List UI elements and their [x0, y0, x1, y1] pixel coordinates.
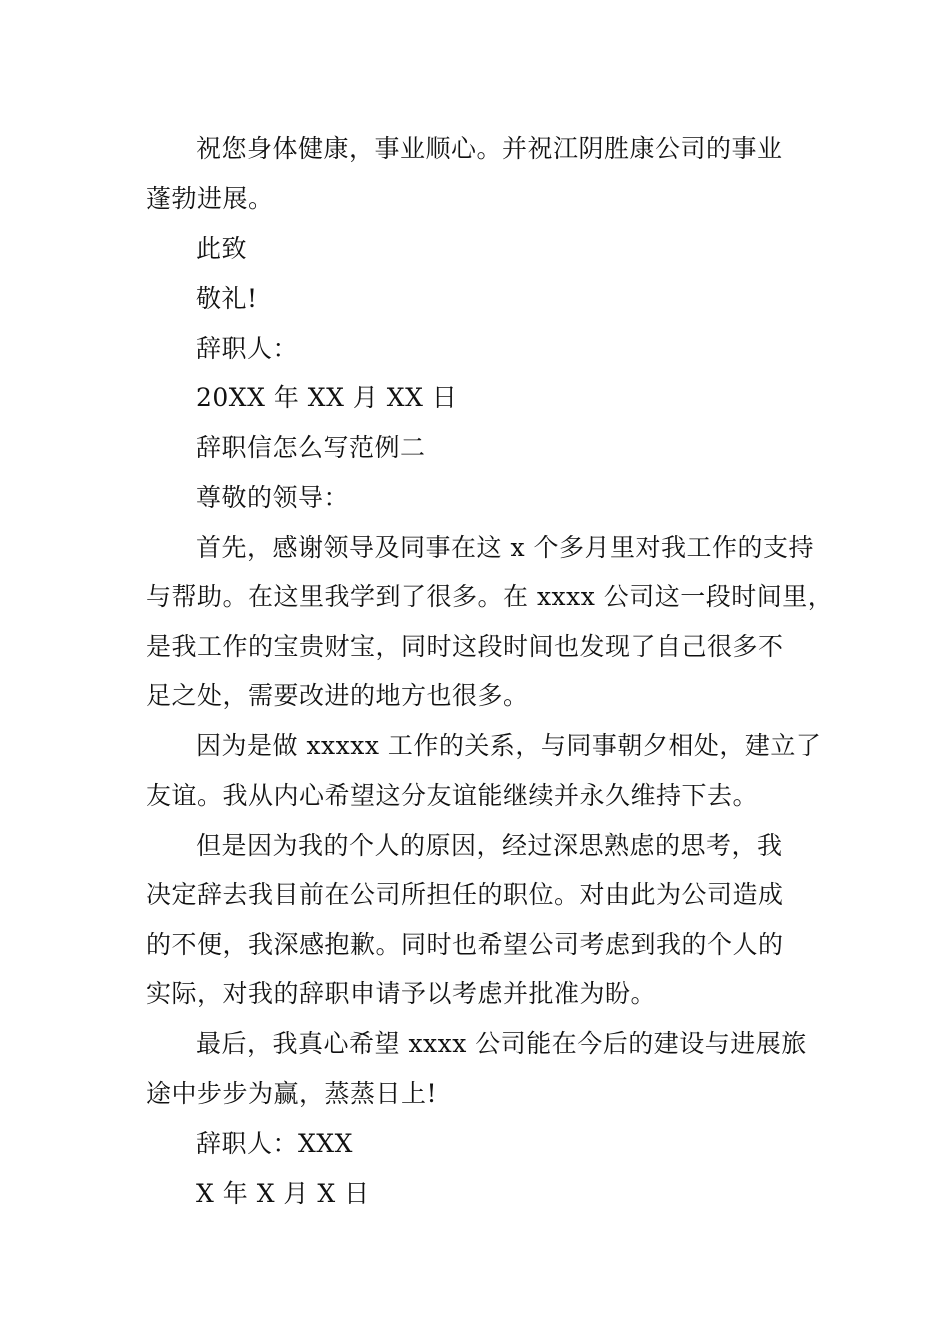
text-line: 祝您身体健康，事业顺心。并祝江阴胜康公司的事业: [196, 134, 783, 163]
salutation: 尊敬的领导：: [196, 483, 350, 512]
text-line: 足之处，需要改进的地方也很多。: [146, 681, 529, 710]
text-line: 的不便，我深感抱歉。同时也希望公司考虑到我的个人的: [146, 930, 784, 959]
text-line: 决定辞去我目前在公司所担任的职位。对由此为公司造成: [146, 880, 784, 909]
date-line: X 年 X 月 X 日: [196, 1179, 370, 1208]
text-line: 友谊。我从内心希望这分友谊能继续并永久维持下去。: [146, 781, 759, 810]
text-line: 最后，我真心希望 xxxx 公司能在今后的建设与进展旅: [196, 1029, 807, 1058]
text-line: 实际，对我的辞职申请予以考虑并批准为盼。: [146, 979, 657, 1008]
text-line: 首先，感谢领导及同事在这 x 个多月里对我工作的支持: [196, 533, 814, 562]
text-line: 是我工作的宝贵财宝，同时这段时间也发现了自己很多不: [146, 632, 784, 661]
signature-line: 辞职人：XXX: [196, 1129, 353, 1158]
text-line: 因为是做 xxxxx 工作的关系，与同事朝夕相处，建立了: [196, 731, 822, 760]
text-line: 辞职人：: [196, 334, 299, 363]
text-line: 但是因为我的个人的原因，经过深思熟虑的思考，我: [196, 831, 783, 860]
text-line: 蓬勃进展。: [146, 184, 274, 213]
text-line: 途中步步为赢，蒸蒸日上!: [146, 1079, 438, 1108]
text-line: 敬礼!: [196, 284, 258, 313]
section-heading: 辞职信怎么写范例二: [196, 433, 426, 462]
text-line: 此致: [196, 234, 248, 263]
date-line: 20XX 年 XX 月 XX 日: [196, 383, 458, 412]
text-line: 与帮助。在这里我学到了很多。在 xxxx 公司这一段时间里，: [146, 582, 834, 611]
